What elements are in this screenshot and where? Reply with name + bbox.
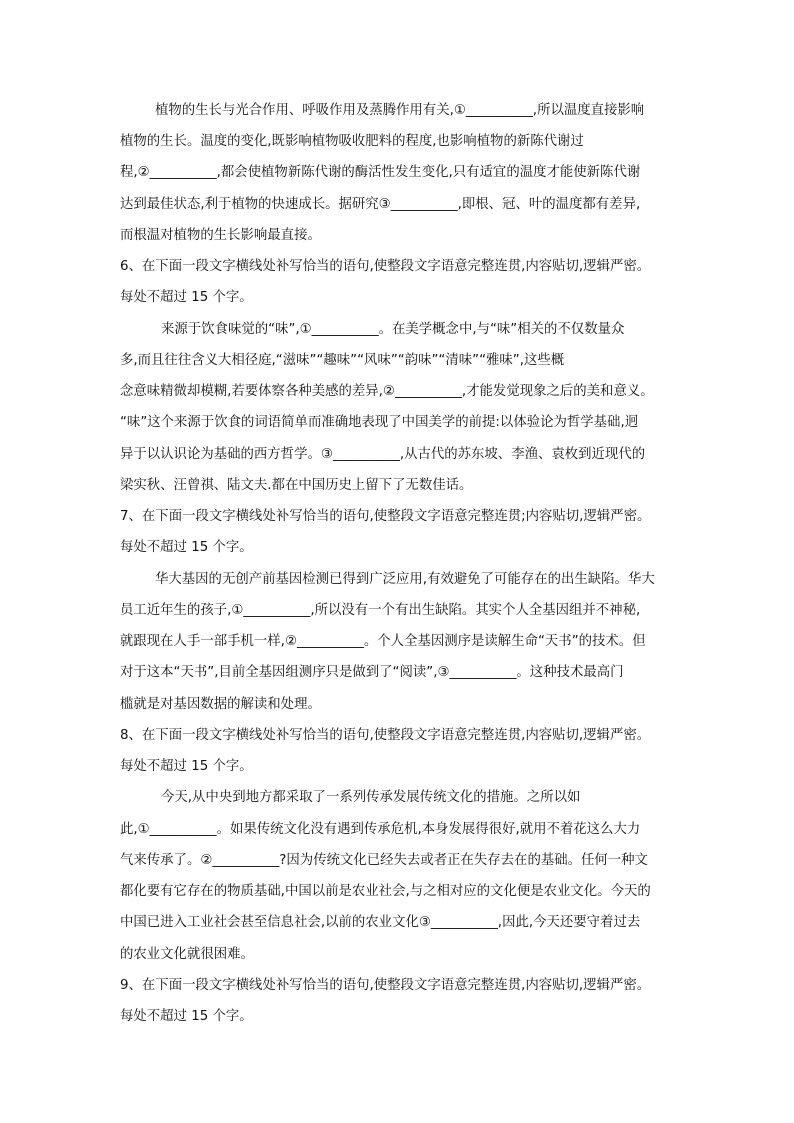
para6-line3: 念意味精微却模糊,若要体察各种美感的差异,②__________,才能发觉现象之后的美和意义。	[120, 384, 654, 399]
question-6-instruction: 6、在下面一段文字横线处补写恰当的语句,使整段文字语意完整连贯,内容贴切,逻辑严密。	[120, 259, 651, 274]
para8-line4: 都化要有它存在的物质基础,中国以前是农业社会,与之相对应的文化便是农业文化。今天的	[120, 884, 651, 899]
question-9-limit: 每处不超过 15 个字。	[120, 1009, 253, 1024]
para6-line6: 梁实秋、汪曾祺、陆文夫.都在中国历史上留下了无数佳话。	[120, 478, 473, 493]
para1-line1: 植物的生长与光合作用、呼吸作用及蒸腾作用有关,①__________,所以温度直接影响	[155, 103, 645, 118]
para8-line1: 今天,从中央到地方都采取了一系列传承发展传统文化的措施。之所以如	[161, 790, 581, 805]
question-9-instruction: 9、在下面一段文字横线处补写恰当的语句,使整段文字语意完整连贯,内容贴切,逻辑严密。	[120, 978, 651, 993]
para8-line6: 的农业文化就很困难。	[120, 947, 254, 962]
question-7-limit: 每处不超过 15 个字。	[120, 540, 253, 555]
para6-line2: 多,而且往往含义大相径庭,“滋味”“趣味”“风味”“韵味”“清味”“雅味”,这些概	[120, 353, 565, 368]
para6-line5: 异于以认识论为基础的西方哲学。③__________,从古代的苏东坡、李渔、袁枚到近现代的	[120, 447, 646, 462]
para1-line2: 植物的生长。温度的变化,既影响植物吸收肥料的程度,也影响植物的新陈代谢过	[120, 134, 584, 149]
para8-line2: 此,①__________。如果传统文化没有遇到传承危机,本身发展得很好,就用不着花这么大力	[120, 822, 641, 837]
para8-line3: 气来传承了。②__________?因为传统文化已经失去或者正在失存去在的基础。任何一种文	[120, 853, 648, 868]
question-8-instruction: 8、在下面一段文字横线处补写恰当的语句,使整段文字语意完整连贯,内容贴切,逻辑严密。	[120, 728, 651, 743]
para1-line4: 达到最佳状态,利于植物的快速成长。据研究③__________,即根、冠、叶的温度都有差异,	[120, 197, 641, 212]
para1-line5: 而根温对植物的生长影响最直接。	[120, 228, 321, 243]
para6-line1: 来源于饮食味觉的“味”,①__________。在美学概念中,与“味”相关的不仅数量众	[161, 322, 625, 337]
para8-line5: 中国已进入工业社会甚至信息社会,以前的农业文化③__________,因此,今天还要守着过去	[120, 915, 641, 930]
para1-line3: 程,②__________,都会使植物新陈代谢的酶活性发生变化,只有适宜的温度才能使新陈代谢	[120, 165, 641, 180]
question-6-limit: 每处不超过 15 个字。	[120, 290, 253, 305]
question-8-limit: 每处不超过 15 个字。	[120, 759, 253, 774]
para7-line4: 对于这本“天书”,目前全基因组测序只是做到了“阅读”,③__________。这种技术最高门	[120, 665, 624, 680]
para7-line5: 槛就是对基因数据的解读和处理。	[120, 697, 321, 712]
para7-line1: 华大基因的无创产前基因检测已得到广泛应用,有效避免了可能存在的出生缺陷。华大	[155, 572, 655, 587]
para7-line3: 就跟现在人手一部手机一样,②__________。个人全基因测序是读解生命“天书”的技术。但	[120, 634, 646, 649]
para6-line4: “味”这个来源于饮食的词语简单而准确地表现了中国美学的前提:以体验论为哲学基础,迥	[120, 415, 639, 430]
question-7-instruction: 7、在下面一段文字横线处补写恰当的语句,使整段文字语意完整连贯;内容贴切,逻辑严密。	[120, 509, 651, 524]
para7-line2: 员工近年生的孩子,①__________,所以没有一个有出生缺陷。其实个人全基因组并不神秘,	[120, 603, 641, 618]
